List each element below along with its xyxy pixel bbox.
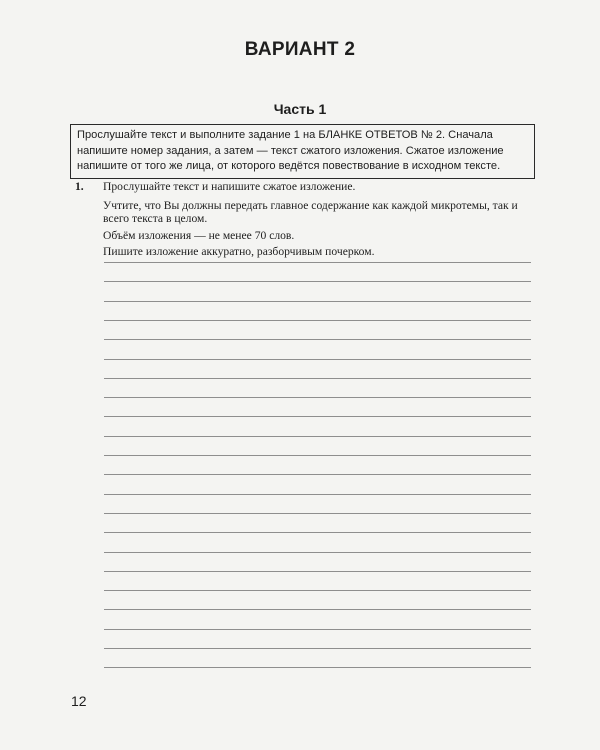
task-note-line: Учтите, что Вы должны передать главное содержание как каждой микротемы, так и всего текста в целом. [103,199,518,226]
page-number: 12 [71,693,87,709]
answer-line[interactable] [104,494,531,495]
instruction-text: Прослушайте текст и выполните задание 1 на БЛАНКЕ ОТВЕТОВ № 2. Сначала напишите номер задания, а затем — текст сжатого изложения. Сжатое изложение напишите от того же лица, от которого ведётся повествование в исходном тексте. [77,129,504,172]
answer-line[interactable] [104,397,531,398]
answer-line[interactable] [104,436,531,437]
answer-line[interactable] [104,552,531,553]
answer-line[interactable] [104,474,531,475]
answer-line[interactable] [104,339,531,340]
answer-line[interactable] [104,513,531,514]
task-1 [75,180,541,261]
answer-line[interactable] [104,378,531,379]
task-handwriting-line: Пишите изложение аккуратно, разборчивым почерком. [103,244,375,258]
answer-line[interactable] [104,262,531,263]
answer-line[interactable] [104,532,531,533]
answer-line[interactable] [104,281,531,282]
instruction-box [70,124,535,179]
answer-line[interactable] [104,571,531,572]
task-number: 1. [75,180,84,193]
answer-line[interactable] [104,648,531,649]
answer-line[interactable] [104,455,531,456]
answer-line[interactable] [104,609,531,610]
answer-line[interactable] [104,667,531,668]
answer-line[interactable] [104,629,531,630]
task-instruction-line: Прослушайте текст и напишите сжатое изложение. [103,180,356,193]
answer-line[interactable] [104,416,531,417]
answer-line[interactable] [104,359,531,360]
answer-line[interactable] [104,301,531,302]
task-volume-line: Объём изложения — не менее 70 слов. [103,228,295,242]
part-title: Часть 1 [273,101,327,117]
answer-line[interactable] [104,320,531,321]
variant-title: ВАРИАНТ 2 [244,39,356,60]
task-body [103,180,541,258]
answer-line[interactable] [104,590,531,591]
